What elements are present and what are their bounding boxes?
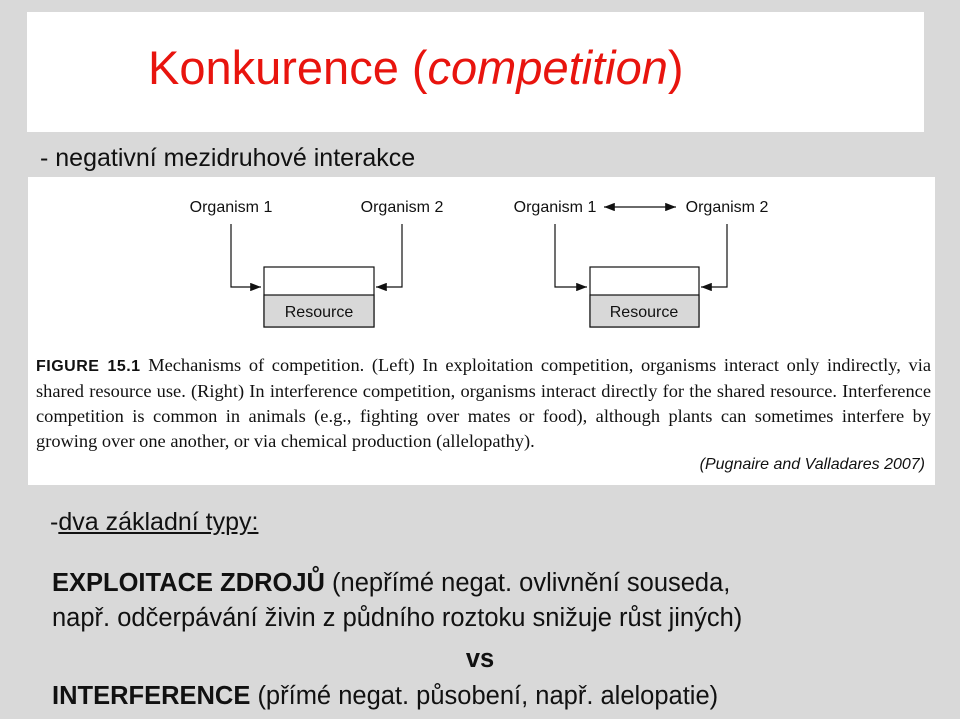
caption-label: FIGURE 15.1 [36, 358, 141, 375]
right-resource-label: Resource [609, 304, 679, 321]
exploitation-desc-1: (nepřímé negat. ovlivnění souseda, [324, 569, 731, 597]
left-organism2-label: Organism 2 [360, 199, 444, 216]
interference-term: INTERFERENCE [52, 682, 251, 710]
title-italic: competition [427, 41, 668, 94]
figure-caption [36, 353, 931, 454]
right-organism1-label: Organism 1 [513, 199, 597, 216]
right-arrow-1 [555, 224, 587, 287]
left-organism1-label: Organism 1 [189, 199, 273, 216]
competition-diagram [28, 177, 935, 352]
left-resource-label: Resource [284, 304, 354, 321]
types-label: dva základní typy: [58, 508, 259, 536]
exploitation-term: EXPLOITACE ZDROJŮ [52, 569, 325, 597]
types-prefix: - [50, 508, 59, 536]
citation: (Pugnaire and Valladares 2007) [699, 456, 925, 473]
title-main: Konkurence ( [148, 41, 428, 94]
exploitation-line-2: např. odčerpávání živin z půdního roztoku snižuje růst jiných) [52, 604, 743, 632]
subtitle: - negativní mezidruhové interakce [40, 144, 416, 172]
vs-label: vs [465, 645, 495, 673]
caption-text: Mechanisms of competition. (Left) In exploitation competition, organisms interact only indirectly, via shared resource use. (Right) In interference competition, organisms interact directly for the shared resource. Interference competition is common in animals (e.g., fighting over mates or food), although plants can sometimes interfere by growing over one another, or via chemical production (allelopathy). [36, 355, 931, 451]
page-title [148, 41, 684, 94]
figure-panel [28, 177, 935, 485]
right-organism2-label: Organism 2 [685, 199, 769, 216]
interference-line [52, 684, 718, 710]
left-arrow-2 [376, 224, 402, 287]
types-heading [50, 508, 258, 537]
title-end: ) [667, 41, 684, 94]
interference-desc: (přímé negat. působení, např. alelopatie) [250, 682, 719, 710]
right-arrow-2 [701, 224, 727, 287]
exploitation-line [52, 571, 730, 597]
left-arrow-1 [231, 224, 261, 287]
